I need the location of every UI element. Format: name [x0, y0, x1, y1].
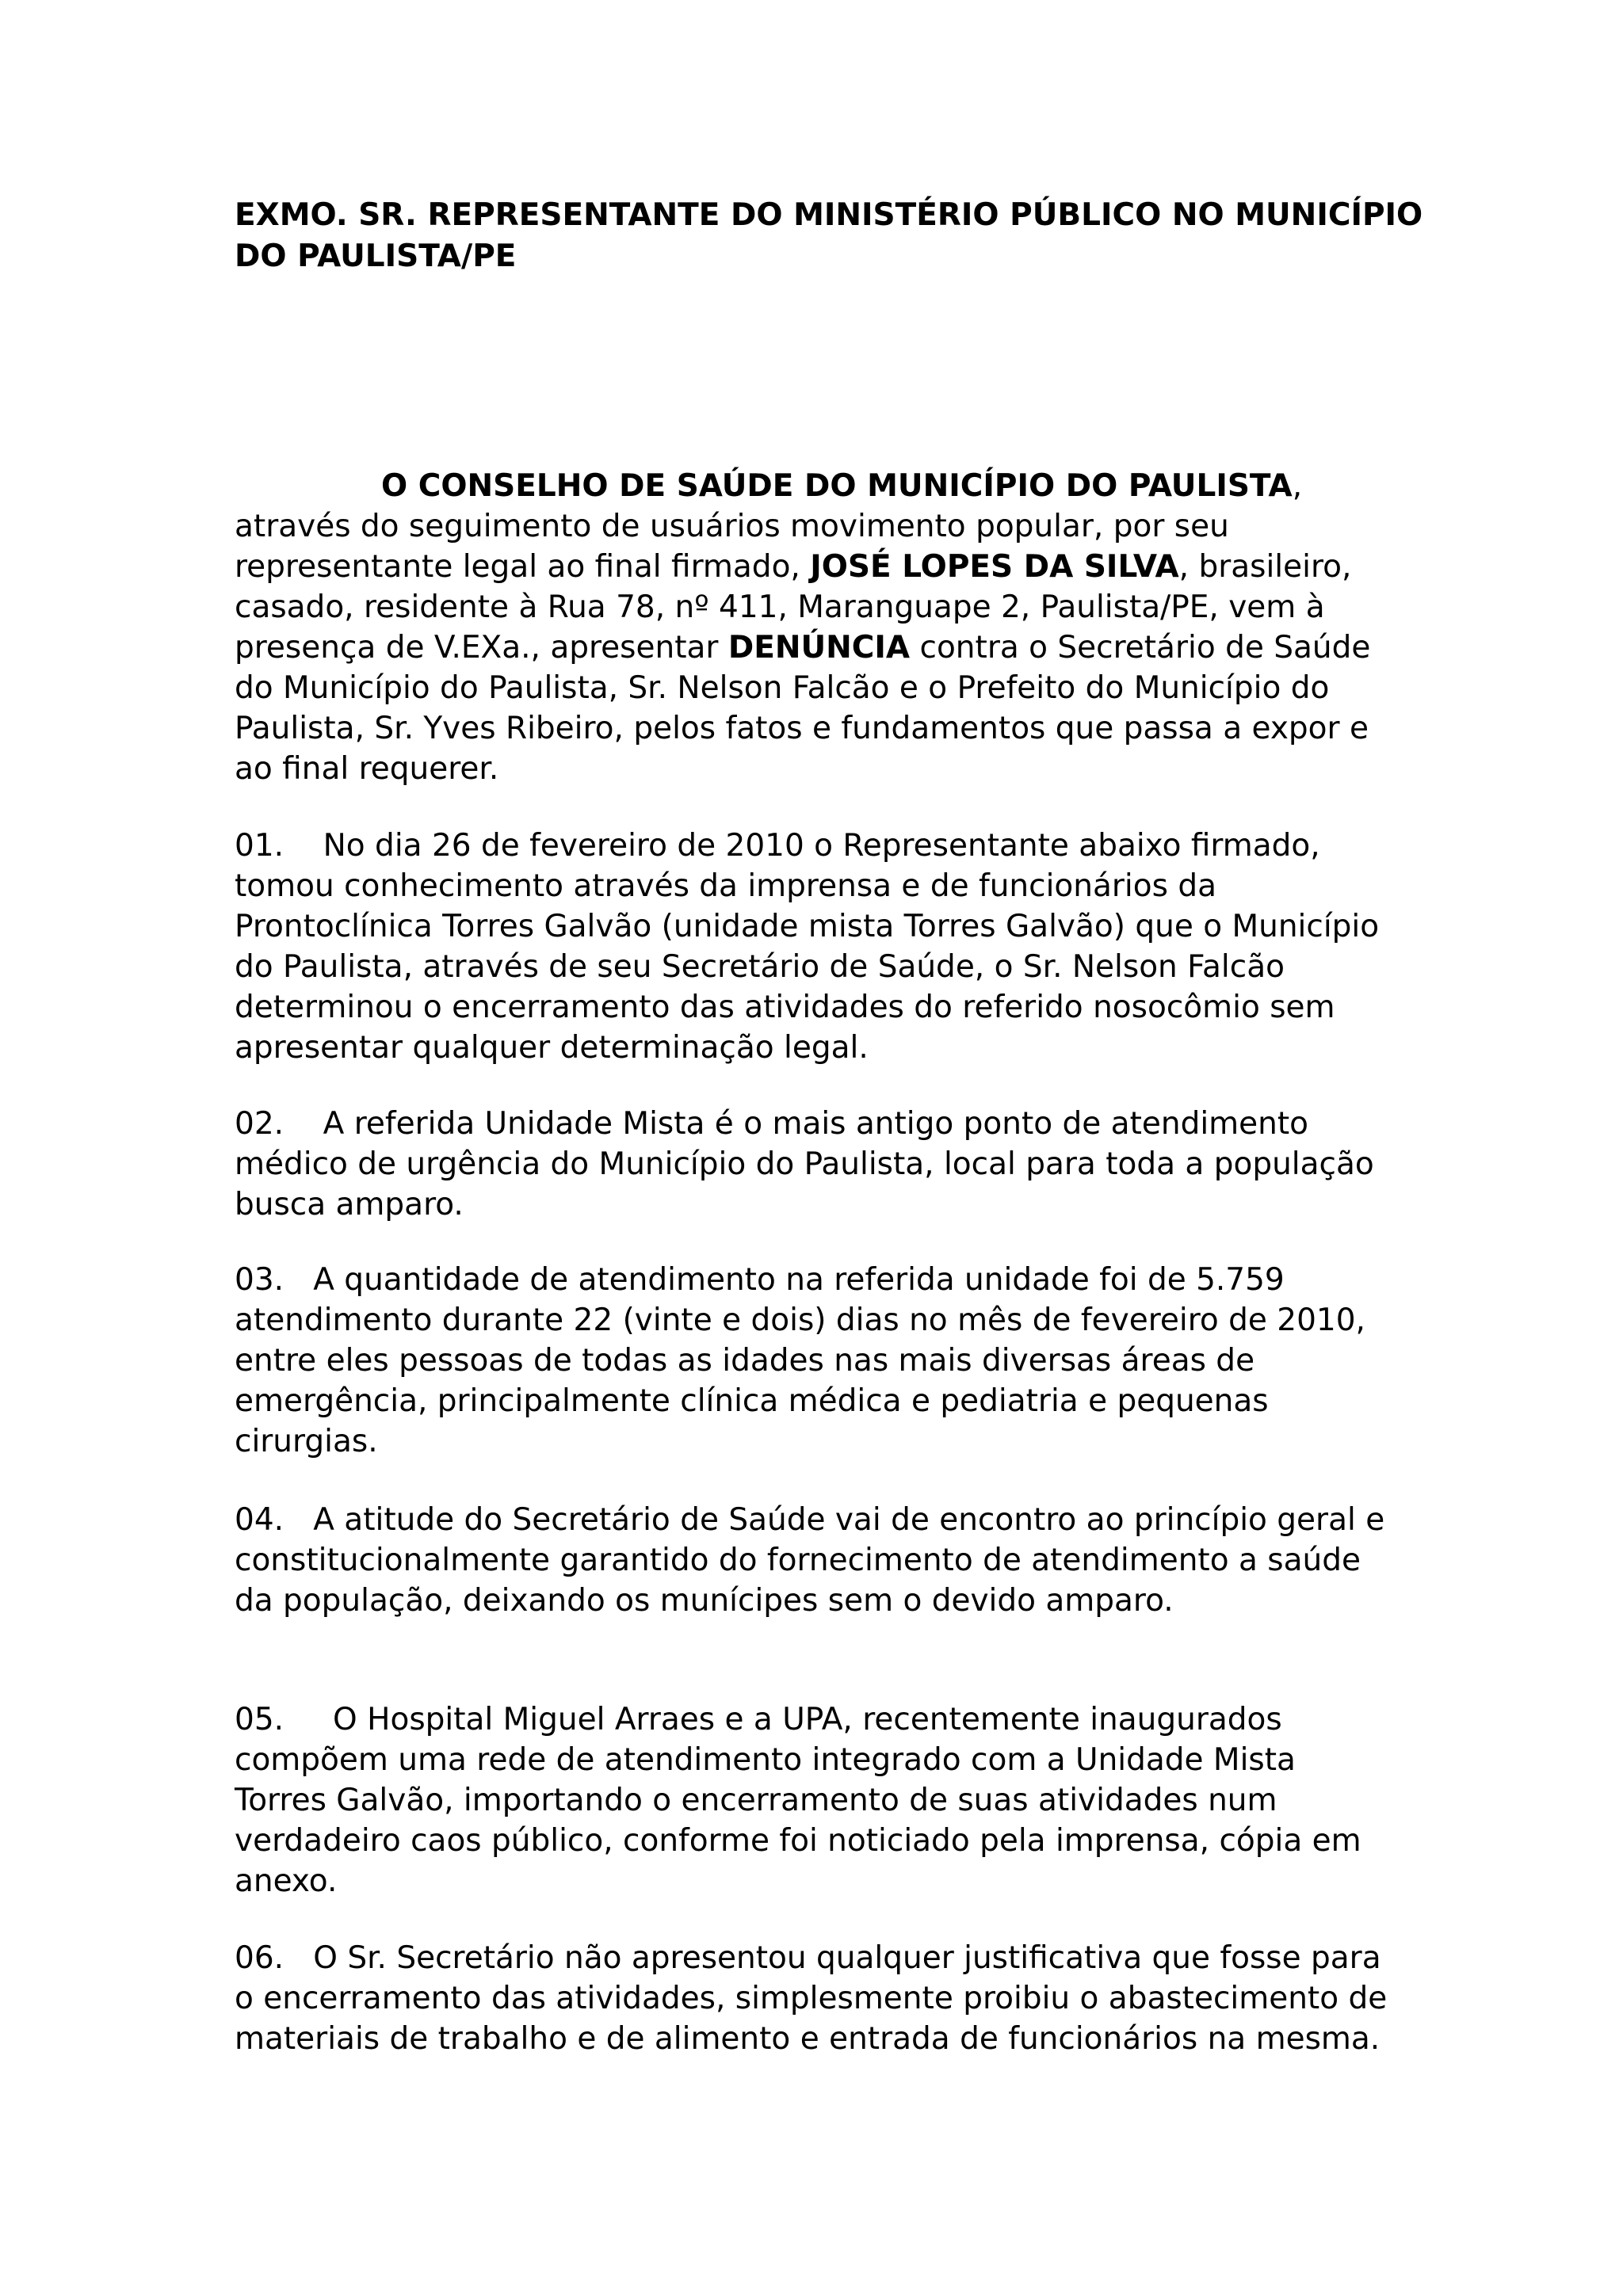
- intro-text-1: , através do seguimento de usuários movimento popular, por seu representante legal ao final firmado,: [235, 468, 1303, 585]
- numbered-paragraph-01: [235, 826, 1392, 1068]
- numbered-paragraph-03: [235, 1260, 1392, 1462]
- paragraph-number: 06.: [235, 1940, 285, 1976]
- paragraph-number: 01.: [235, 828, 285, 864]
- document-heading: EXMO. SR. REPRESENTANTE DO MINISTÉRIO PÚBLICO NO MUNICÍPIO DO PAULISTA/PE: [235, 197, 1423, 274]
- org-name: O CONSELHO DE SAÚDE DO MUNICÍPIO DO PAULISTA: [381, 468, 1293, 504]
- intro-paragraph: [235, 466, 1392, 789]
- intro-text-2: , brasileiro, casado, residente à Rua 78, nº 411, Maranguape 2, Paulista/PE, vem à presença de V.EXa., apresentar: [235, 549, 1352, 666]
- paragraph-text: O Hospital Miguel Arraes e a UPA, recentemente inaugurados compõem uma rede de atendimento integrado com a Unidade Mista Torres Galvão, importando o encerramento de suas atividades num verdadeiro caos público, conforme foi noticiado pela imprensa, cópia em anexo.: [235, 1702, 1361, 1899]
- intro-text-3: contra o Secretário de Saúde do Município do Paulista, Sr. Nelson Falcão e o Prefeito do Município do Paulista, Sr. Yves Ribeiro, pelos fatos e fundamentos que passa a expor e ao final requerer.: [235, 630, 1371, 787]
- paragraph-text: A referida Unidade Mista é o mais antigo ponto de atendimento médico de urgência do Município do Paulista, local para toda a população busca amparo.: [235, 1106, 1374, 1222]
- numbered-paragraph-02: [235, 1104, 1392, 1225]
- paragraph-text: A quantidade de atendimento na referida unidade foi de 5.759 atendimento durante 22 (vinte e dois) dias no mês de fevereiro de 2010, entre eles pessoas de todas as idades nas mais diversas áreas de emergência, principalmente clínica médica e pediatria e pequenas cirurgias.: [235, 1262, 1365, 1459]
- paragraph-text: O Sr. Secretário não apresentou qualquer justificativa que fosse para o encerramento das atividades, simplesmente proibiu o abastecimento de materiais de trabalho e de alimento e entrada de funcionários na mesma.: [235, 1940, 1388, 2057]
- numbered-paragraph-06: [235, 1938, 1392, 2059]
- numbered-paragraph-04: [235, 1500, 1392, 1621]
- paragraph-number: 03.: [235, 1262, 285, 1298]
- numbered-paragraph-05: [235, 1699, 1392, 1901]
- paragraph-text: A atitude do Secretário de Saúde vai de encontro ao princípio geral e constitucionalmente garantido do fornecimento de atendimento a saúde da população, deixando os munícipes sem o devido amparo.: [235, 1502, 1385, 1619]
- paragraph-number: 05.: [235, 1702, 285, 1737]
- paragraph-text: No dia 26 de fevereiro de 2010 o Representante abaixo firmado, tomou conhecimento através da imprensa e de funcionários da Prontoclínica Torres Galvão (unidade mista Torres Galvão) que o Município do Paulista, através de seu Secretário de Saúde, o Sr. Nelson Falcão determinou o encerramento das atividades do referido nosocômio sem apresentar qualquer determinação legal.: [235, 828, 1380, 1066]
- complaint-label: DENÚNCIA: [727, 630, 911, 666]
- representative-name: JOSÉ LOPES DA SILVA: [810, 549, 1179, 585]
- paragraph-number: 04.: [235, 1502, 285, 1538]
- paragraph-number: 02.: [235, 1106, 285, 1142]
